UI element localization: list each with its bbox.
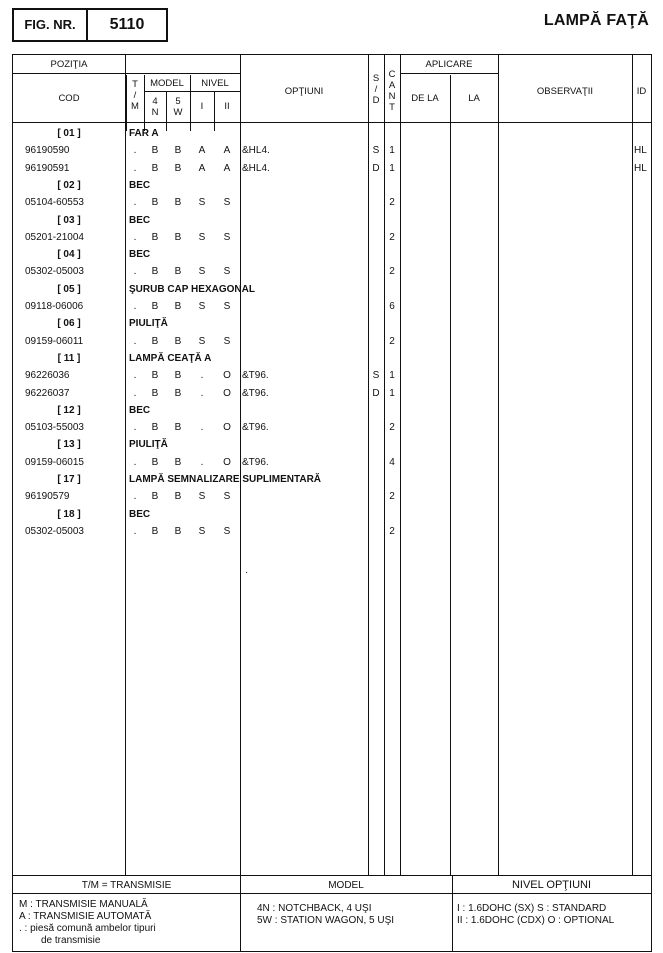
nivel-i-code: . [200,457,204,468]
model-4n-code: B [151,526,159,537]
part-name: BEC [129,405,151,416]
row-divider-model-nivel [144,91,240,92]
side-code: S [372,145,380,156]
transmission-code: . [133,163,137,174]
transmission-code: . [133,301,137,312]
option-code: &HL4. [242,145,270,156]
part-code: 96190579 [25,491,70,502]
nivel-ii-code: S [223,197,231,208]
part-code: 09159-06011 [25,336,84,347]
model-5w-code: B [174,232,182,243]
quantity: 6 [389,301,395,312]
transmission-code: . [133,197,137,208]
nivel-i-code: S [198,197,206,208]
row-divider-pozitia [13,73,240,74]
model-4n-code: B [151,336,159,347]
nivel-i-code: S [198,526,206,537]
header-pozitia: POZIŢIA [50,59,88,70]
model-4n-code: B [151,232,159,243]
header-model-5w: 5 W [173,96,183,118]
nivel-i-code: S [198,266,206,277]
model-5w-code: B [174,422,182,433]
part-name: BEC [129,215,151,226]
option-code: &T96. [242,388,269,399]
position-number: [ 17 ] [57,474,81,485]
header-cod: COD [58,93,80,104]
quantity: 2 [389,422,395,433]
header-la: LA [468,93,480,104]
quantity: 4 [389,457,395,468]
position-number: [ 03 ] [57,215,81,226]
col-divider-sd [368,55,369,875]
footer-tm-line-common: . : piesă comună ambelor tipuri [19,923,156,934]
footer-model-5w: 5W : STATION WAGON, 5 UŞI [257,915,395,926]
position-number: [ 06 ] [57,318,81,329]
part-code: 05103-55003 [25,422,84,433]
part-code: 05302-05003 [25,526,84,537]
quantity: 1 [389,388,395,399]
side-code: S [372,370,380,381]
quantity: 2 [389,197,395,208]
position-number: [ 04 ] [57,249,81,260]
part-name: LAMPĂ SEMNALIZARE SUPLIMENTARĂ [129,474,322,485]
col-divider-observatii [498,55,499,875]
transmission-code: . [133,422,137,433]
model-5w-code: B [174,336,182,347]
position-number: [ 01 ] [57,128,81,139]
part-code: 05201-21004 [25,232,84,243]
nivel-ii-code: O [223,457,231,468]
part-name: PIULIŢĂ [129,439,168,450]
nivel-i-code: . [200,422,204,433]
part-name: LAMPĂ CEAŢĂ A [129,353,212,364]
transmission-code: . [133,526,137,537]
footer-tm-line-a: A : TRANSMISIE AUTOMATĂ [19,911,152,922]
footer-nivel-title: NIVEL OPŢIUNI [511,879,592,891]
quantity: 2 [389,491,395,502]
footer-model-4n: 4N : NOTCHBACK, 4 UŞI [257,903,372,914]
part-code: 96226036 [25,370,70,381]
col-divider-dela [400,55,401,875]
figure-number: 5110 [109,16,145,33]
model-4n-code: B [151,301,159,312]
model-4n-code: B [151,422,159,433]
quantity: 2 [389,526,395,537]
col-divider-la [450,75,451,875]
part-code: 05302-05003 [25,266,84,277]
figure-label: FIG. NR. [14,10,88,40]
part-name: ŞURUB CAP HEXAGONAL [129,284,255,295]
model-4n-code: B [151,491,159,502]
position-number: [ 02 ] [57,180,81,191]
quantity: 1 [389,163,395,174]
nivel-ii-code: O [223,370,231,381]
nivel-ii-code: S [223,266,231,277]
model-5w-code: B [174,266,182,277]
footer-model-title: MODEL [328,880,364,891]
part-code: 09118-06006 [25,301,84,312]
header-sd: S / D [372,73,380,106]
position-number: [ 12 ] [57,405,81,416]
header-de-la: DE LA [411,93,439,104]
figure-number-box [12,8,168,42]
header-nivel-ii: II [224,101,230,112]
nivel-ii-code: O [223,388,231,399]
side-code: D [372,163,380,174]
nivel-i-code: . [200,388,204,399]
quantity: 2 [389,336,395,347]
footer-tm-line-m: M : TRANSMISIE MANUALĂ [19,899,148,910]
id-code: HL [634,163,647,174]
nivel-ii-code: S [223,526,231,537]
quantity: 1 [389,370,395,381]
header-id: ID [636,86,647,97]
header-tm: T / M [131,79,139,112]
quantity: 1 [389,145,395,156]
model-5w-code: B [174,197,182,208]
part-code: 96226037 [25,388,70,399]
part-name: BEC [129,249,151,260]
footer-top-line [13,875,651,876]
model-4n-code: B [151,163,159,174]
transmission-code: . [133,232,137,243]
position-number: [ 05 ] [57,284,81,295]
model-5w-code: B [174,301,182,312]
nivel-ii-code: S [223,301,231,312]
header-optiuni: OPŢIUNI [284,86,324,97]
position-number: [ 13 ] [57,439,81,450]
option-code: &HL4. [242,163,270,174]
part-code: 05104-60553 [25,197,84,208]
part-code: 96190591 [25,163,70,174]
nivel-ii-code: S [223,232,231,243]
footer-nivel-i: I : 1.6DOHC (SX) S : STANDARD [457,903,607,914]
option-code: &T96. [242,457,269,468]
position-number: [ 18 ] [57,509,81,520]
position-number: [ 11 ] [57,353,81,364]
model-5w-code: B [174,457,182,468]
nivel-ii-code: S [223,336,231,347]
nivel-i-code: S [198,336,206,347]
part-code: 09159-06015 [25,457,84,468]
header-nivel: NIVEL [201,78,229,89]
quantity: 2 [389,266,395,277]
header-aplicare: APLICARE [425,59,473,70]
parts-table [12,54,652,952]
quantity: 2 [389,232,395,243]
part-name: FAR A [129,128,159,139]
side-code: D [372,388,380,399]
id-code: HL [634,145,647,156]
model-5w-code: B [174,526,182,537]
model-4n-code: B [151,197,159,208]
footer-tm-line-common-cont: de transmisie [41,935,101,946]
header-nivel-i: I [200,101,204,112]
header-model-4n: 4 N [151,96,159,118]
model-5w-code: B [174,388,182,399]
nivel-ii-code: S [223,491,231,502]
model-5w-code: B [174,370,182,381]
part-name: PIULIŢĂ [129,318,168,329]
nivel-i-code: S [198,491,206,502]
model-4n-code: B [151,457,159,468]
transmission-code: . [133,370,137,381]
part-code: 96190590 [25,145,70,156]
nivel-i-code: S [198,301,206,312]
nivel-i-code: A [198,163,206,174]
model-5w-code: B [174,163,182,174]
page-title: LAMPĂ FAŢĂ [543,12,649,29]
model-5w-code: B [174,491,182,502]
header-bottom-line [13,122,651,123]
transmission-code: . [133,145,137,156]
header-model: MODEL [150,78,184,89]
footer-title-line [13,893,651,894]
nivel-i-code: A [198,145,206,156]
stray-mark: · [245,567,249,578]
header-observatii: OBSERVAŢII [536,86,594,97]
col-divider-optiuni [240,55,241,875]
model-4n-code: B [151,370,159,381]
model-5w-code: B [174,145,182,156]
transmission-code: . [133,336,137,347]
option-code: &T96. [242,370,269,381]
footer-nivel-ii: II : 1.6DOHC (CDX) O : OPTIONAL [457,915,615,926]
transmission-code: . [133,457,137,468]
col-divider-id [632,55,633,875]
transmission-code: . [133,491,137,502]
model-4n-code: B [151,145,159,156]
nivel-i-code: S [198,232,206,243]
header-cant: C A N T [388,69,396,113]
transmission-code: . [133,266,137,277]
nivel-ii-code: A [223,163,231,174]
part-name: BEC [129,180,151,191]
nivel-ii-code: O [223,422,231,433]
nivel-ii-code: A [223,145,231,156]
nivel-i-code: . [200,370,204,381]
row-divider-aplicare [400,73,498,74]
model-4n-code: B [151,266,159,277]
transmission-code: . [133,388,137,399]
footer-tm-title: T/M = TRANSMISIE [81,880,172,891]
option-code: &T96. [242,422,269,433]
model-4n-code: B [151,388,159,399]
part-name: BEC [129,509,151,520]
